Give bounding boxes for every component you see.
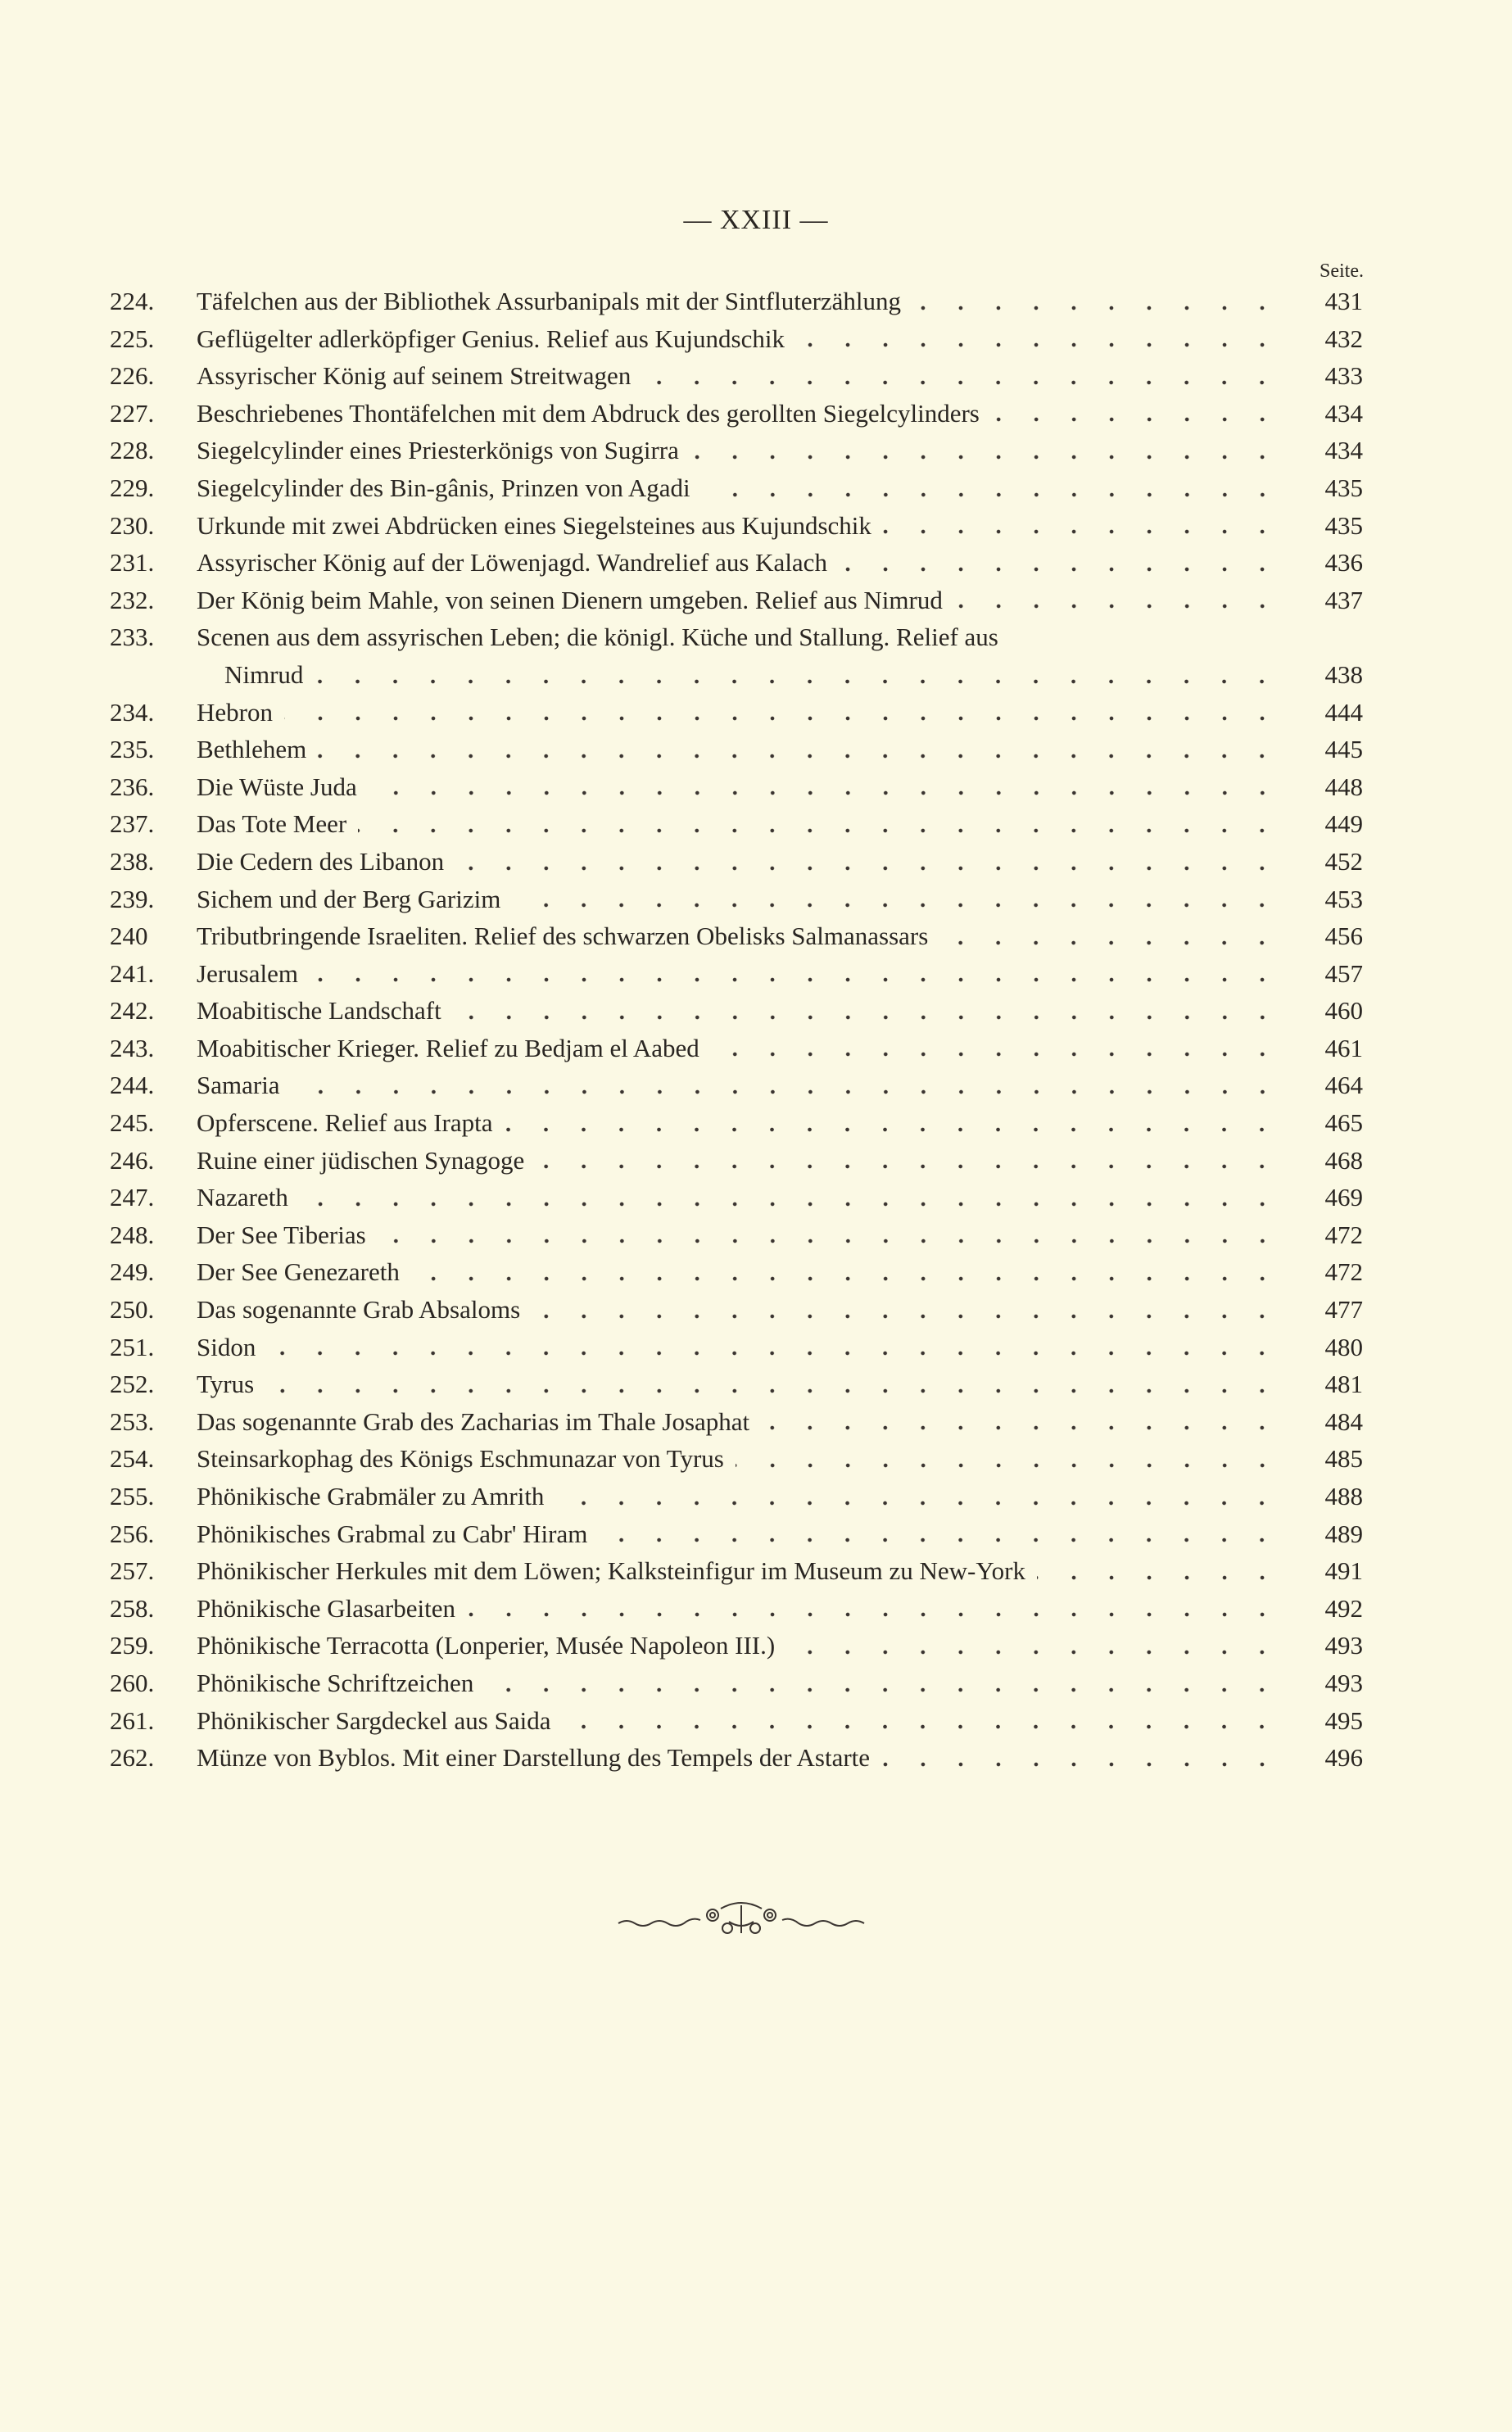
dot-leader bbox=[485, 1686, 1281, 1694]
entry-title-line bbox=[197, 768, 1363, 806]
entry-page: 434 bbox=[1324, 436, 1363, 465]
list-item bbox=[110, 1216, 1363, 1254]
entry-page: 436 bbox=[1324, 548, 1363, 577]
entry-page: 480 bbox=[1324, 1332, 1363, 1361]
list-item bbox=[110, 1440, 1363, 1478]
entry-number: 242. bbox=[110, 996, 155, 1026]
entry-title: Täfelchen aus der Bibliothek Assurbanipals mit der Sintfluterzählung bbox=[197, 287, 902, 315]
entry-number: 227. bbox=[110, 398, 155, 428]
list-item-continuation bbox=[110, 656, 1363, 694]
entry-title: Geflügelter adlerköpfiger Genius. Relief aus Kujundschik bbox=[197, 324, 785, 353]
entry-title-line bbox=[197, 731, 1363, 768]
entry-title-line bbox=[197, 694, 1363, 731]
entry-title: Phönikischer Sargdeckel aus Saida bbox=[197, 1705, 551, 1735]
dot-leader bbox=[1010, 640, 1338, 648]
entry-page: 489 bbox=[1324, 1519, 1363, 1548]
entry-number: 245. bbox=[110, 1108, 155, 1138]
dot-leader bbox=[883, 528, 1281, 536]
list-item bbox=[110, 432, 1363, 469]
entry-title: Tributbringende Israeliten. Relief des schwarzen Obelisks Salmanassars bbox=[197, 922, 929, 951]
dot-leader bbox=[736, 1461, 1281, 1470]
entry-title: Siegelcylinder des Bin-gânis, Prinzen von Agadi bbox=[197, 473, 690, 502]
entry-title-line bbox=[197, 1216, 1363, 1254]
entry-title-line bbox=[197, 283, 1363, 320]
entry-number: 231. bbox=[110, 548, 155, 577]
list-item bbox=[110, 955, 1363, 993]
list-item bbox=[110, 320, 1363, 358]
entry-title-line bbox=[197, 1253, 1363, 1291]
entry-number: 232. bbox=[110, 585, 155, 614]
entry-title-line bbox=[197, 1291, 1363, 1329]
entry-title: Die Cedern des Libanon bbox=[197, 846, 445, 876]
entry-title: Opferscene. Relief aus Irapta bbox=[197, 1108, 493, 1138]
entry-page: 469 bbox=[1324, 1183, 1363, 1212]
dot-leader bbox=[369, 789, 1281, 797]
list-item bbox=[110, 694, 1363, 731]
entry-page: 493 bbox=[1324, 1668, 1363, 1697]
entry-number: 239. bbox=[110, 884, 155, 913]
entry-number: 259. bbox=[110, 1631, 155, 1660]
list-item bbox=[110, 1552, 1363, 1590]
dot-leader bbox=[378, 1237, 1281, 1245]
entry-title-continuation: Nimrud bbox=[224, 659, 304, 689]
dot-leader bbox=[455, 864, 1281, 872]
entry-title-line bbox=[197, 1179, 1363, 1216]
entry-title: Assyrischer König auf der Löwenjagd. Wandrelief aus Kalach bbox=[197, 548, 827, 577]
entry-title-line bbox=[197, 1590, 1363, 1628]
entry-page: 435 bbox=[1324, 510, 1363, 540]
list-item bbox=[110, 1664, 1363, 1702]
dot-leader bbox=[711, 1050, 1281, 1058]
list-item bbox=[110, 1104, 1363, 1142]
entry-page: 435 bbox=[1324, 473, 1363, 502]
entry-number: 238. bbox=[110, 846, 155, 876]
entry-title-line bbox=[197, 843, 1363, 881]
entry-number: 256. bbox=[110, 1519, 155, 1548]
entry-page: 448 bbox=[1324, 772, 1363, 801]
list-item bbox=[110, 1403, 1363, 1441]
entry-number: 251. bbox=[110, 1332, 155, 1361]
entry-title-line bbox=[197, 1329, 1363, 1366]
list-item bbox=[110, 768, 1363, 806]
entry-title-line bbox=[197, 992, 1363, 1030]
entry-page: 484 bbox=[1324, 1406, 1363, 1436]
entry-number: 247. bbox=[110, 1183, 155, 1212]
entry-title: Sidon bbox=[197, 1332, 256, 1361]
entry-title-line bbox=[197, 320, 1363, 358]
entry-title: Der See Tiberias bbox=[197, 1220, 366, 1249]
dot-leader bbox=[315, 677, 1281, 686]
dot-leader bbox=[912, 304, 1281, 312]
list-item bbox=[110, 805, 1363, 843]
entry-title-line bbox=[197, 1142, 1363, 1180]
entry-title-line bbox=[197, 582, 1363, 619]
list-item bbox=[110, 582, 1363, 619]
dot-leader bbox=[453, 1013, 1281, 1021]
entry-number: 250. bbox=[110, 1295, 155, 1325]
entry-page: 477 bbox=[1324, 1295, 1363, 1325]
entry-title: Phönikische Glasarbeiten bbox=[197, 1593, 455, 1623]
entry-page: 495 bbox=[1324, 1705, 1363, 1735]
dot-leader bbox=[536, 1162, 1281, 1171]
entry-title-line bbox=[197, 917, 1363, 955]
entry-number: 230. bbox=[110, 510, 155, 540]
dot-leader bbox=[702, 491, 1281, 499]
entry-page: 493 bbox=[1324, 1631, 1363, 1660]
entry-title-line bbox=[197, 805, 1363, 843]
entry-title: Steinsarkophag des Königs Eschmunazar von Tyrus bbox=[197, 1444, 724, 1474]
page-number-header: — XXIII — bbox=[683, 205, 829, 235]
dot-leader bbox=[310, 976, 1281, 984]
entry-title: Samaria bbox=[197, 1071, 280, 1100]
dot-leader bbox=[761, 1424, 1281, 1432]
entry-page: 452 bbox=[1324, 846, 1363, 876]
dot-leader bbox=[318, 752, 1281, 760]
entry-title: Nazareth bbox=[197, 1183, 288, 1212]
entry-number: 262. bbox=[110, 1743, 155, 1773]
decorative-ornament bbox=[614, 1899, 868, 1940]
dot-leader bbox=[267, 1349, 1281, 1357]
dot-leader bbox=[690, 453, 1281, 461]
dot-leader bbox=[1037, 1574, 1281, 1582]
entry-title-line bbox=[197, 1552, 1363, 1590]
entry-page: 461 bbox=[1324, 1033, 1363, 1062]
entry-number: 234. bbox=[110, 697, 155, 727]
entry-title-line bbox=[197, 1702, 1363, 1740]
dot-leader bbox=[467, 1610, 1281, 1619]
entry-page: 465 bbox=[1324, 1108, 1363, 1138]
entry-title: Moabitische Landschaft bbox=[197, 996, 441, 1026]
entry-number: 225. bbox=[110, 324, 155, 353]
dot-leader bbox=[292, 1088, 1281, 1096]
entry-number: 258. bbox=[110, 1593, 155, 1623]
entry-page: 485 bbox=[1324, 1444, 1363, 1474]
list-item bbox=[110, 1142, 1363, 1180]
entry-title: Phönikische Terracotta (Lonperier, Musée Napoleon III.) bbox=[197, 1631, 776, 1660]
entry-page: 496 bbox=[1324, 1743, 1363, 1773]
entry-page: 457 bbox=[1324, 958, 1363, 988]
list-item bbox=[110, 1329, 1363, 1366]
entry-title-line bbox=[197, 1440, 1363, 1478]
list-item bbox=[110, 1291, 1363, 1329]
entry-page: 464 bbox=[1324, 1071, 1363, 1100]
dot-leader bbox=[642, 378, 1281, 387]
entry-title: Beschriebenes Thontäfelchen mit dem Abdruck des gerollten Siegelcylinders bbox=[197, 398, 980, 428]
entry-title-line bbox=[197, 507, 1363, 545]
entry-title: Bethlehem bbox=[197, 735, 307, 764]
dot-leader bbox=[796, 341, 1281, 349]
dot-leader bbox=[300, 1200, 1281, 1208]
entry-number: 246. bbox=[110, 1145, 155, 1175]
entry-page: 468 bbox=[1324, 1145, 1363, 1175]
entry-number: 261. bbox=[110, 1705, 155, 1735]
entry-title-line bbox=[224, 656, 1363, 694]
entry-number: 229. bbox=[110, 473, 155, 502]
entry-page: 438 bbox=[1324, 659, 1363, 689]
entry-page: 431 bbox=[1324, 287, 1363, 315]
entry-title-line bbox=[197, 1104, 1363, 1142]
list-item bbox=[110, 1478, 1363, 1515]
entry-title: Die Wüste Juda bbox=[197, 772, 357, 801]
entry-title-line bbox=[197, 357, 1363, 395]
entry-number: 226. bbox=[110, 361, 155, 391]
entry-title-line bbox=[197, 1365, 1363, 1403]
entry-page: 492 bbox=[1324, 1593, 1363, 1623]
entry-page: 449 bbox=[1324, 809, 1363, 839]
entry-page: 433 bbox=[1324, 361, 1363, 391]
entry-number: 240 bbox=[110, 922, 148, 951]
dot-leader bbox=[562, 1723, 1281, 1731]
list-item bbox=[110, 1179, 1363, 1216]
entry-title-line bbox=[197, 469, 1363, 507]
dot-leader bbox=[599, 1536, 1281, 1544]
entry-title: Tyrus bbox=[197, 1370, 255, 1399]
dot-leader bbox=[555, 1499, 1281, 1507]
entry-title-line bbox=[197, 1627, 1363, 1664]
list-item bbox=[110, 395, 1363, 433]
entry-title: Ruine einer jüdischen Synagoge bbox=[197, 1145, 525, 1175]
entry-page: 481 bbox=[1324, 1370, 1363, 1399]
entry-title-line bbox=[197, 1515, 1363, 1553]
entry-number: 254. bbox=[110, 1444, 155, 1474]
dot-leader bbox=[358, 827, 1281, 835]
entry-number: 244. bbox=[110, 1071, 155, 1100]
list-item bbox=[110, 1030, 1363, 1067]
entry-title: Das Tote Meer bbox=[197, 809, 347, 839]
list-item bbox=[110, 992, 1363, 1030]
list-item bbox=[110, 843, 1363, 881]
dot-leader bbox=[991, 415, 1281, 423]
entry-title: Hebron bbox=[197, 697, 273, 727]
list-item bbox=[110, 917, 1363, 955]
entry-title-line bbox=[197, 618, 1363, 656]
entry-title: Siegelcylinder eines Priesterkönigs von Sugirra bbox=[197, 436, 679, 465]
entry-number: 224. bbox=[110, 287, 155, 315]
list-item bbox=[110, 544, 1363, 582]
entry-number: 236. bbox=[110, 772, 155, 801]
entry-number: 252. bbox=[110, 1370, 155, 1399]
dot-leader bbox=[786, 1648, 1281, 1656]
illustration-index-list bbox=[110, 283, 1363, 1777]
dot-leader bbox=[939, 939, 1281, 947]
entry-title: Münze von Byblos. Mit einer Darstellung des Tempels der Astarte bbox=[197, 1743, 871, 1773]
entry-page: 456 bbox=[1324, 922, 1363, 951]
entry-title-line bbox=[197, 544, 1363, 582]
dot-leader bbox=[881, 1760, 1281, 1769]
list-item bbox=[110, 1702, 1363, 1740]
entry-title-line bbox=[197, 1403, 1363, 1441]
entry-title: Moabitischer Krieger. Relief zu Bedjam el Aabed bbox=[197, 1033, 699, 1062]
entry-page: 491 bbox=[1324, 1556, 1363, 1586]
entry-title: Urkunde mit zwei Abdrücken eines Siegelsteines aus Kujundschik bbox=[197, 510, 871, 540]
entry-title-line bbox=[197, 432, 1363, 469]
dot-leader bbox=[839, 565, 1281, 573]
entry-title: Der König beim Mahle, von seinen Dienern umgeben. Relief aus Nimrud bbox=[197, 585, 943, 614]
entry-number: 257. bbox=[110, 1556, 155, 1586]
entry-number: 243. bbox=[110, 1033, 155, 1062]
entry-page: 444 bbox=[1324, 697, 1363, 727]
dot-leader bbox=[411, 1275, 1281, 1283]
dot-leader bbox=[504, 1125, 1281, 1134]
list-item bbox=[110, 1590, 1363, 1628]
entry-number: 249. bbox=[110, 1257, 155, 1287]
entry-title-line bbox=[197, 1478, 1363, 1515]
entry-title-line bbox=[197, 1664, 1363, 1702]
entry-title: Phönikischer Herkules mit dem Löwen; Kalksteinfigur im Museum zu New-York bbox=[197, 1556, 1025, 1586]
list-item bbox=[110, 731, 1363, 768]
entry-page: 432 bbox=[1324, 324, 1363, 353]
list-item bbox=[110, 1365, 1363, 1403]
entry-number: 255. bbox=[110, 1482, 155, 1510]
entry-number: 241. bbox=[110, 958, 155, 988]
entry-title: Assyrischer König auf seinem Streitwagen bbox=[197, 361, 632, 391]
list-item bbox=[110, 1515, 1363, 1553]
list-item bbox=[110, 618, 1363, 656]
list-item bbox=[110, 881, 1363, 918]
dot-leader bbox=[512, 901, 1281, 909]
column-label-seite: Seite. bbox=[1320, 260, 1364, 282]
list-item bbox=[110, 507, 1363, 545]
list-item bbox=[110, 357, 1363, 395]
entry-title-line bbox=[197, 1739, 1363, 1777]
entry-title: Phönikisches Grabmal zu Cabr' Hiram bbox=[197, 1519, 588, 1548]
entry-number: 253. bbox=[110, 1406, 155, 1436]
entry-title: Phönikische Schriftzeichen bbox=[197, 1668, 474, 1697]
entry-title: Jerusalem bbox=[197, 958, 298, 988]
entry-title-line bbox=[197, 955, 1363, 993]
entry-title: Scenen aus dem assyrischen Leben; die königl. Küche und Stallung. Relief aus bbox=[197, 623, 998, 652]
list-item bbox=[110, 1739, 1363, 1777]
entry-title: Das sogenannte Grab Absaloms bbox=[197, 1295, 521, 1325]
dot-leader bbox=[954, 602, 1281, 610]
dot-leader bbox=[532, 1312, 1281, 1320]
entry-title-line bbox=[197, 1067, 1363, 1104]
entry-number: 233. bbox=[110, 623, 155, 652]
entry-title: Phönikische Grabmäler zu Amrith bbox=[197, 1482, 545, 1510]
dot-leader bbox=[284, 714, 1281, 722]
entry-number: 235. bbox=[110, 735, 155, 764]
entry-page: 488 bbox=[1324, 1482, 1363, 1510]
entry-page: 434 bbox=[1324, 398, 1363, 428]
entry-page: 472 bbox=[1324, 1220, 1363, 1249]
entry-page: 445 bbox=[1324, 735, 1363, 764]
entry-number: 260. bbox=[110, 1668, 155, 1697]
dot-leader bbox=[265, 1387, 1281, 1395]
list-item bbox=[110, 283, 1363, 320]
list-item bbox=[110, 1253, 1363, 1291]
entry-title-line bbox=[197, 881, 1363, 918]
entry-title: Sichem und der Berg Garizim bbox=[197, 884, 501, 913]
entry-title-line bbox=[197, 395, 1363, 433]
entry-page: 453 bbox=[1324, 884, 1363, 913]
entry-title-line bbox=[197, 1030, 1363, 1067]
entry-number: 228. bbox=[110, 436, 155, 465]
entry-page: 437 bbox=[1324, 585, 1363, 614]
entry-page: 472 bbox=[1324, 1257, 1363, 1287]
entry-title: Das sogenannte Grab des Zacharias im Thale Josaphat bbox=[197, 1406, 750, 1436]
list-item bbox=[110, 469, 1363, 507]
entry-number: 237. bbox=[110, 809, 155, 839]
list-item bbox=[110, 1627, 1363, 1664]
entry-title: Der See Genezareth bbox=[197, 1257, 400, 1287]
entry-page: 460 bbox=[1324, 996, 1363, 1026]
entry-number: 248. bbox=[110, 1220, 155, 1249]
list-item bbox=[110, 1067, 1363, 1104]
